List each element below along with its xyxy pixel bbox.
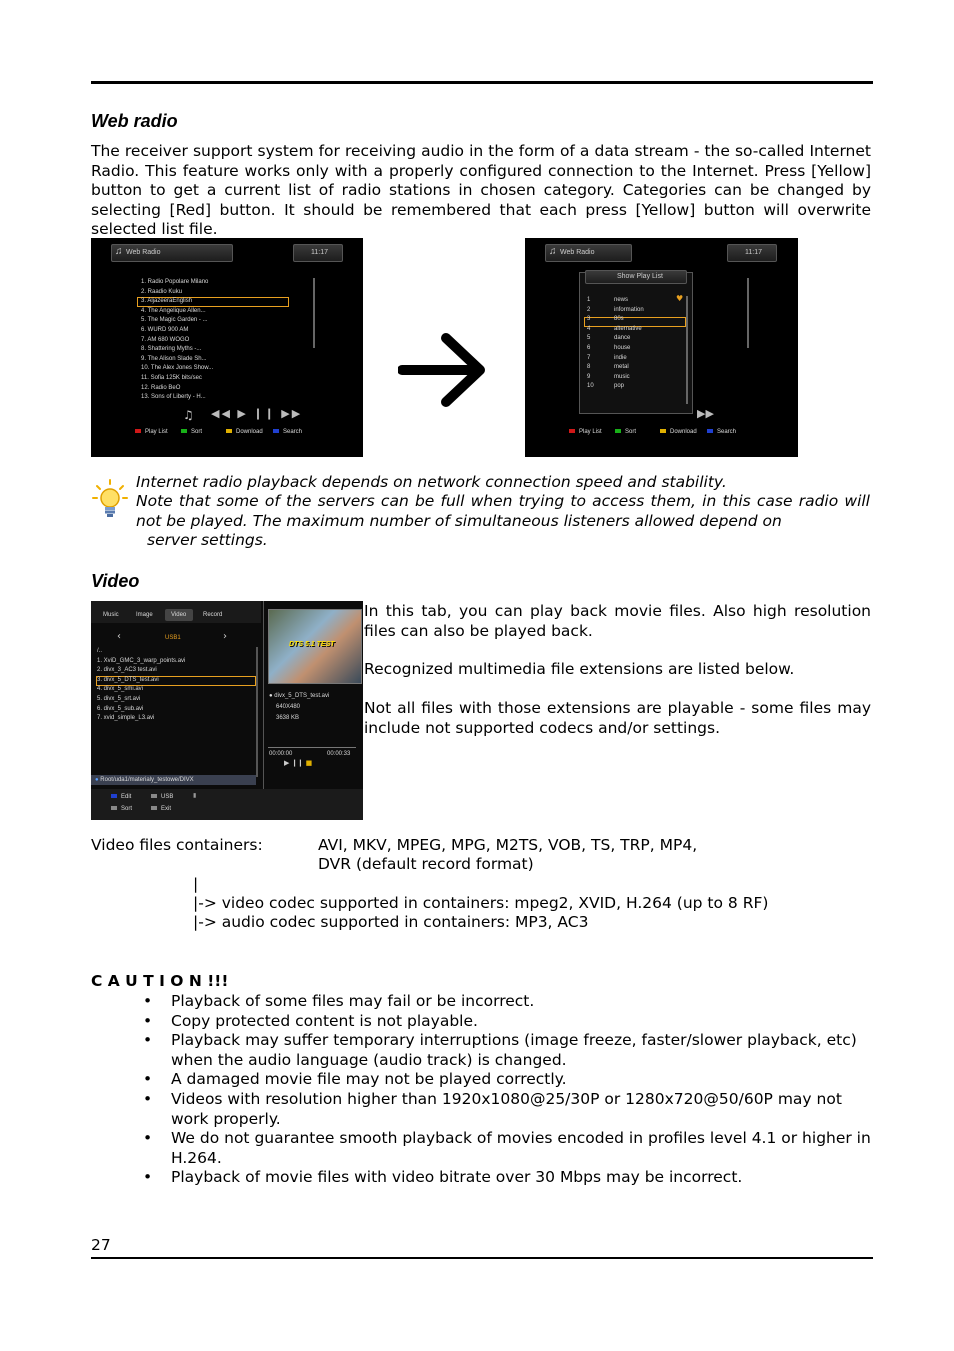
station-item[interactable]: 6. WURD 900 AM [141, 326, 189, 333]
divider [263, 601, 264, 789]
music-file-icon: ♫ [183, 408, 194, 422]
show-playlist-screenshot [525, 238, 798, 457]
sort-button[interactable]: Sort [111, 806, 132, 812]
station-item[interactable]: 10. The Alex Jones Show... [141, 365, 214, 372]
note-line-2: Note that some of the servers can be full when trying to access them, in this case radio will not be played. The maximum number of simultaneous listeners allowed depend on [136, 492, 870, 530]
info-size: 3638 KB [276, 715, 300, 721]
station-item[interactable]: 13. Sons of Liberty - H... [141, 394, 206, 401]
scrollbar[interactable] [256, 647, 258, 777]
video-para-2: Recognized multimedia file extensions are listed below. [364, 660, 795, 678]
category-item[interactable]: alternative [614, 325, 642, 332]
forward-icon[interactable]: ▶▶ [697, 407, 714, 420]
station-list[interactable] [141, 278, 213, 403]
info-icon[interactable]: ▮ [193, 793, 197, 799]
playback-controls-icon[interactable]: ◀◀ ▶ ❙❙ ▶▶ [211, 407, 303, 420]
category-number[interactable]: 10 [587, 383, 594, 390]
caution-item-text: Playback of movie files with video bitrate over 30 Mbps may be incorrect. [171, 1168, 743, 1187]
video-para-3: Not all files with those extensions are playable - some files may include not supported codecs and/or settings. [364, 699, 871, 737]
category-item[interactable]: music [614, 373, 630, 380]
category-number[interactable]: 5 [587, 335, 591, 342]
bullet: • [143, 1011, 153, 1030]
caution-item-text: Videos with resolution higher than 1920x1080@25/30P or 1280x720@50/60P may not work properly. [171, 1089, 842, 1128]
tab-image[interactable]: Image [136, 612, 153, 618]
progress-bar[interactable] [268, 747, 356, 748]
audio-codec-line: |-> audio codec supported in containers: MP3, AC3 [193, 913, 589, 931]
clock: 11:17 [745, 249, 762, 256]
category-number[interactable]: 6 [587, 344, 591, 351]
web-radio-paragraph: The receiver support system for receiving audio in the form of a data stream - the so-called Internet Radio. This feature works only with a properly configured connection to the Internet. Press [Yellow] button to get a current list of radio stations in chosen category. Categories can be changed by selecting [Red] button. It should be remembered that each press [Yellow] button will overwrite selected list file. [91, 142, 871, 238]
containers-line-1: AVI, MKV, MPEG, MPG, M2TS, VOB, TS, TRP, MP4, [318, 836, 698, 854]
lightbulb-icon [92, 478, 128, 522]
color-key-legend: Play List Sort Download Search [525, 427, 798, 439]
edit-button[interactable]: Edit [111, 794, 131, 800]
caution-item [91, 1090, 871, 1129]
category-item[interactable]: pop [614, 383, 625, 390]
file-list[interactable] [97, 647, 185, 724]
page-number: 27 [91, 1236, 111, 1254]
station-item[interactable]: 3. AljazeeraEnglish [141, 298, 193, 305]
category-numbers [587, 296, 594, 392]
tab-video[interactable]: Video [171, 612, 187, 618]
file-item[interactable]: 3. divx_5_DTS_test.avi [97, 676, 159, 683]
chevron-left-icon[interactable]: ‹ [117, 631, 121, 642]
note-line-3: server settings. [147, 531, 268, 549]
time-start: 00:00:00 [269, 751, 293, 757]
screen-title: Web Radio [560, 249, 595, 256]
color-key-legend: Play List Sort Download Search [91, 427, 363, 439]
file-item[interactable]: 7. xvid_simple_L3.avi [97, 715, 155, 722]
bullet: • [143, 1070, 153, 1089]
caution-list [91, 992, 871, 1188]
file-item[interactable]: 1. XviD_GMC_3_warp_points.avi [97, 657, 186, 664]
path: ● Root/uda1/materialy_testowe/DIVX [95, 777, 194, 783]
tab-record[interactable]: Record [203, 612, 223, 618]
usb-button[interactable]: USB [151, 794, 173, 800]
category-number[interactable]: 7 [587, 354, 591, 361]
info-resolution: 640X480 [276, 704, 301, 710]
station-item[interactable]: 7. AM 680 WOGO [141, 336, 190, 343]
file-item[interactable]: 5. divx_5_srt.avi [97, 695, 141, 702]
music-note-icon: ♫ [549, 246, 557, 257]
scrollbar[interactable] [686, 296, 688, 404]
scrollbar[interactable] [313, 278, 315, 348]
file-item[interactable]: 4. divx_5_smi.avi [97, 686, 144, 693]
station-item[interactable]: 1. Radio Popolare Milano [141, 279, 209, 285]
dialog-title: Show Play List [617, 273, 663, 280]
button-bar [91, 789, 363, 820]
caution-item-text: We do not guarantee smooth playback of movies encoded in profiles level 4.1 or higher in H.264. [171, 1129, 871, 1167]
station-item[interactable]: 11. Sofia 125K bits/sec [141, 374, 202, 381]
preview-caption: DTS 5.1 TEST [289, 641, 335, 648]
category-item[interactable]: metal [614, 364, 629, 371]
station-item[interactable]: 9. The Alison Slade Sh... [141, 355, 207, 362]
heart-icon: ♥ [676, 294, 684, 303]
station-item[interactable]: 4. The Angelique Allen... [141, 307, 206, 314]
file-item[interactable]: 6. divx_5_sub.avi [97, 705, 144, 712]
web-radio-heading: Web radio [91, 111, 178, 131]
exit-button[interactable]: Exit [151, 806, 171, 812]
caution-item [91, 1168, 871, 1188]
file-item[interactable]: 2. divx_3_AC3 test.avi [97, 667, 157, 674]
bullet: • [143, 992, 153, 1010]
note-line-1: Internet radio playback depends on network connection speed and stability. [136, 473, 727, 491]
arrow-right-icon [398, 330, 488, 410]
time-end: 00:00:33 [327, 751, 351, 757]
category-number[interactable]: 1 [587, 297, 591, 303]
category-number[interactable]: 4 [587, 325, 591, 332]
tree-pipe: | [193, 875, 199, 893]
video-para-1: In this tab, you can play back movie files. Also high resolution files can also be played back. [364, 602, 871, 640]
category-item[interactable]: house [614, 344, 631, 351]
caution-item-text: Playback of some files may fail or be incorrect. [171, 992, 535, 1010]
caution-heading: C A U T I O N !!! [91, 972, 229, 990]
play-pause-icon[interactable]: ▶ ❙❙ ■ [284, 759, 313, 767]
containers-label: Video files containers: [91, 836, 263, 854]
containers-line-2: DVR (default record format) [318, 855, 534, 873]
category-number[interactable]: 9 [587, 373, 591, 380]
music-note-icon: ♫ [115, 246, 123, 257]
device-label: USB1 [165, 635, 181, 641]
background-scrollbar [747, 278, 749, 348]
bullet: • [143, 1168, 153, 1187]
category-item[interactable]: news [614, 297, 629, 303]
station-item[interactable]: 12. Radio BeO [141, 384, 181, 391]
category-number[interactable]: 8 [587, 364, 591, 371]
bullet: • [143, 1031, 153, 1050]
caution-item [91, 1129, 871, 1168]
bullet: • [143, 1089, 153, 1108]
station-item[interactable]: 5. The Magic Garden - ... [141, 317, 208, 324]
header-rule [91, 81, 873, 84]
file-item[interactable]: /.. [97, 648, 103, 654]
caution-item [91, 1070, 871, 1090]
tab-music[interactable]: Music [103, 612, 119, 618]
video-heading: Video [91, 571, 140, 591]
caution-item [91, 992, 871, 1012]
caution-item-text: Playback may suffer temporary interruptions (image freeze, faster/slower playback, etc) when the audio language (audio track) is changed. [171, 1031, 857, 1069]
chevron-right-icon[interactable]: › [223, 631, 227, 642]
caution-item [91, 1012, 871, 1032]
category-item[interactable]: dance [614, 335, 631, 342]
footer-rule [91, 1257, 873, 1259]
category-item[interactable]: indie [614, 354, 627, 361]
clock: 11:17 [311, 249, 328, 256]
caution-item [91, 1031, 871, 1070]
caution-item-text: A damaged movie file may not be played correctly. [171, 1070, 567, 1089]
screen-title: Web Radio [126, 249, 161, 256]
category-list[interactable] [614, 296, 644, 392]
category-item[interactable]: 80s [614, 316, 624, 323]
station-item[interactable]: 2. Raadio Kuku [141, 288, 183, 295]
info-filename: ● divx_5_DTS_test.avi [269, 693, 330, 699]
video-codec-line: |-> video codec supported in containers: mpeg2, XVID, H.264 (up to 8 RF) [193, 894, 769, 912]
video-browser-screenshot [91, 601, 363, 820]
category-number[interactable]: 3 [587, 316, 591, 323]
station-item[interactable]: 8. Shattering Myths -... [141, 346, 202, 353]
category-number[interactable]: 2 [587, 306, 591, 313]
web-radio-screenshot [91, 238, 363, 457]
category-item[interactable]: information [614, 306, 644, 313]
bullet: • [143, 1129, 153, 1148]
caution-item-text: Copy protected content is not playable. [171, 1011, 478, 1030]
